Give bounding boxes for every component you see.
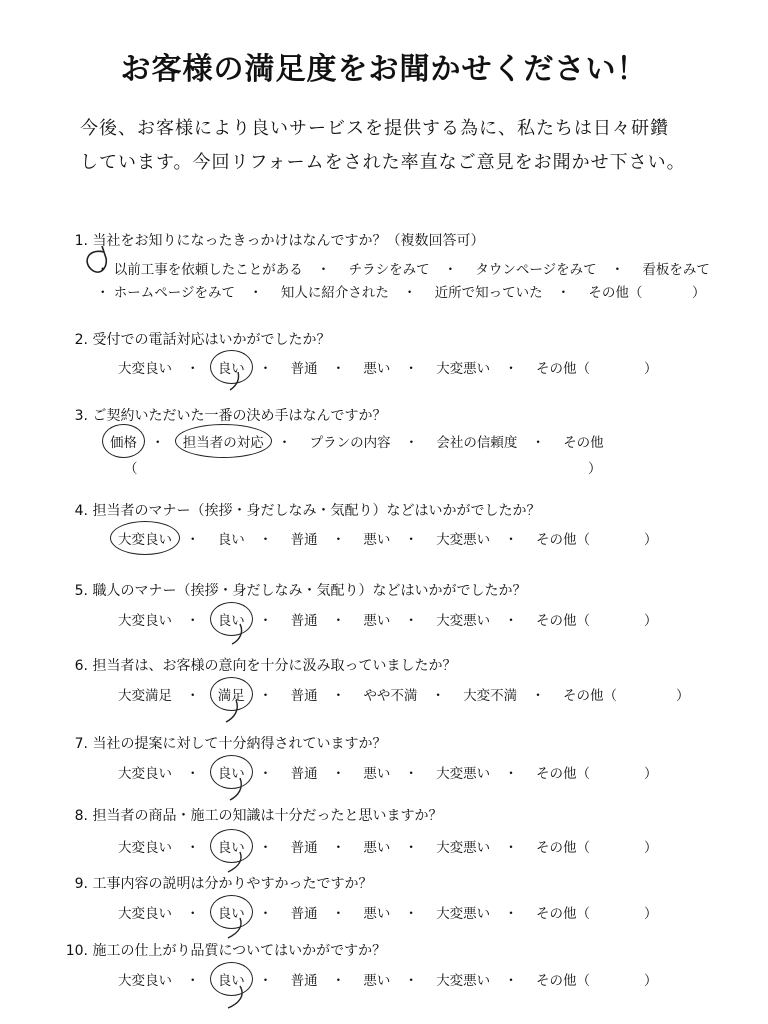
- option-bad[interactable]: 悪い: [363, 766, 391, 782]
- option-very-good[interactable]: 大変良い: [118, 906, 172, 922]
- option-signboard[interactable]: 看板をみて: [642, 262, 710, 278]
- other-close-paren: ）: [692, 285, 706, 301]
- question-10-options: 大変良い ・ 良い ・ 普通 ・ 悪い ・ 大変悪い ・ その他（: [118, 969, 590, 989]
- other-close-paren: ）: [644, 613, 658, 629]
- other-close-paren: ）: [644, 361, 658, 377]
- question-number: 1.: [74, 233, 88, 249]
- option-other[interactable]: その他（: [562, 688, 617, 704]
- option-very-bad[interactable]: 大変悪い: [436, 766, 491, 782]
- question-text: 受付での電話対応はいかがでしたか？: [92, 332, 331, 348]
- option-other[interactable]: その他（: [535, 613, 590, 629]
- option-very-good[interactable]: 大変良い: [118, 361, 172, 377]
- option-very-satisfied[interactable]: 大変満足: [118, 688, 172, 704]
- option-very-good[interactable]: 大変良い: [118, 766, 172, 782]
- option-company-trust[interactable]: 会社の信頼度: [436, 435, 518, 451]
- option-price-selected[interactable]: 価格: [110, 431, 137, 451]
- option-somewhat-dissatisfied[interactable]: やや不満: [363, 688, 418, 704]
- intro-line-2: しています。今回リフォームをされた率直なご意見をお聞かせ下さい。: [80, 152, 686, 173]
- question-text: 職人のマナー（挨拶・身だしなみ・気配り）などはいかがでしたか？: [92, 583, 527, 599]
- option-good-selected[interactable]: 良い: [218, 836, 245, 856]
- option-normal[interactable]: 普通: [290, 532, 318, 548]
- other-close-paren: ）: [644, 973, 658, 989]
- option-very-bad[interactable]: 大変悪い: [436, 973, 491, 989]
- question-4-options: 大変良い ・ 良い ・ 普通 ・ 悪い ・ 大変悪い ・ その他（: [118, 528, 590, 548]
- question-5: 5. 職人のマナー（挨拶・身だしなみ・気配り）などはいかがでしたか？: [74, 583, 527, 599]
- question-8-options: 大変良い ・ 良い ・ 普通 ・ 悪い ・ 大変悪い ・ その他（: [118, 836, 590, 856]
- option-very-dissatisfied[interactable]: 大変不満: [463, 688, 518, 704]
- question-9-options: 大変良い ・ 良い ・ 普通 ・ 悪い ・ 大変悪い ・ その他（: [118, 902, 590, 922]
- option-plan-content[interactable]: プランの内容: [309, 435, 391, 451]
- question-text: 当社をお知りになったきっかけはなんですか？（複数回答可）: [92, 233, 485, 249]
- option-very-good-selected[interactable]: 大変良い: [118, 528, 172, 548]
- option-flyer[interactable]: チラシをみて: [348, 262, 430, 278]
- option-good[interactable]: 良い: [217, 532, 245, 548]
- question-6: 6. 担当者は、お客様の意向を十分に汲み取っていましたか？: [74, 658, 457, 674]
- question-1-options-row-2: ・ ホームページをみて ・ 知人に紹介された ・ 近所で知っていた ・ その他（: [96, 281, 642, 301]
- option-bad[interactable]: 悪い: [363, 973, 391, 989]
- option-normal[interactable]: 普通: [290, 840, 318, 856]
- option-neighborhood[interactable]: 近所で知っていた: [434, 285, 543, 301]
- question-text: 当社の提案に対して十分納得されていますか？: [92, 736, 387, 752]
- question-text: 担当者は、お客様の意向を十分に汲み取っていましたか？: [92, 658, 457, 674]
- question-8: 8. 担当者の商品・施工の知識は十分だったと思いますか？: [74, 808, 443, 824]
- question-2-options: 大変良い ・ 良い ・ 普通 ・ 悪い ・ 大変悪い ・ その他（: [118, 357, 590, 377]
- question-text: 工事内容の説明は分かりやすかったですか？: [92, 876, 373, 892]
- question-text: ご契約いただいた一番の決め手はなんですか？: [92, 408, 387, 424]
- question-text: 施工の仕上がり品質についてはいかがですか？: [92, 943, 387, 959]
- option-bad[interactable]: 悪い: [363, 840, 391, 856]
- question-text: 担当者の商品・施工の知識は十分だったと思いますか？: [92, 808, 443, 824]
- option-very-bad[interactable]: 大変悪い: [436, 361, 491, 377]
- other-close-paren: ）: [588, 461, 602, 477]
- option-homepage[interactable]: ホームページをみて: [113, 285, 236, 301]
- option-bad[interactable]: 悪い: [363, 532, 391, 548]
- question-5-options: 大変良い ・ 良い ・ 普通 ・ 悪い ・ 大変悪い ・ その他（: [118, 609, 590, 629]
- option-normal[interactable]: 普通: [290, 906, 318, 922]
- option-good-selected[interactable]: 良い: [218, 762, 245, 782]
- option-good-selected[interactable]: 良い: [218, 609, 245, 629]
- question-1: [66, 230, 484, 250]
- other-close-paren: ）: [644, 840, 658, 856]
- option-good-selected[interactable]: 良い: [218, 357, 245, 377]
- option-very-good[interactable]: 大変良い: [118, 973, 172, 989]
- option-good-selected[interactable]: 良い: [218, 902, 245, 922]
- option-normal[interactable]: 普通: [290, 613, 318, 629]
- option-very-good[interactable]: 大変良い: [118, 613, 172, 629]
- other-close-paren: ）: [644, 766, 658, 782]
- option-bad[interactable]: 悪い: [363, 906, 391, 922]
- option-bad[interactable]: 悪い: [363, 361, 391, 377]
- survey-title: お客様の満足度をお聞かせください！: [120, 52, 648, 87]
- option-satisfied-selected[interactable]: 満足: [218, 684, 245, 704]
- option-very-bad[interactable]: 大変悪い: [436, 906, 491, 922]
- option-normal[interactable]: 普通: [290, 688, 318, 704]
- option-bad[interactable]: 悪い: [363, 613, 391, 629]
- option-very-bad[interactable]: 大変悪い: [436, 532, 491, 548]
- option-townpage[interactable]: タウンページをみて: [475, 262, 597, 278]
- option-other[interactable]: その他: [563, 435, 604, 451]
- other-close-paren: ）: [644, 532, 658, 548]
- other-open-paren: （: [124, 461, 138, 477]
- option-normal[interactable]: 普通: [290, 361, 318, 377]
- option-normal[interactable]: 普通: [290, 973, 318, 989]
- question-7: 7. 当社の提案に対して十分納得されていますか？: [74, 736, 387, 752]
- option-other[interactable]: その他（: [535, 973, 590, 989]
- question-text: 担当者のマナー（挨拶・身だしなみ・気配り）などはいかがでしたか？: [92, 503, 541, 519]
- option-previous-work-dot: ・: [96, 262, 110, 278]
- option-very-bad[interactable]: 大変悪い: [436, 840, 491, 856]
- option-other[interactable]: その他（: [535, 840, 590, 856]
- option-very-good[interactable]: 大変良い: [118, 840, 172, 856]
- question-1-options-row-1: ・ 以前工事を依頼したことがある ・ チラシをみて ・ タウンページをみて ・ 看板をみて: [96, 258, 710, 278]
- question-4: 4. 担当者のマナー（挨拶・身だしなみ・気配り）などはいかがでしたか？: [74, 503, 541, 519]
- option-very-bad[interactable]: 大変悪い: [436, 613, 491, 629]
- option-other[interactable]: その他（: [535, 906, 590, 922]
- question-2: 2. 受付での電話対応はいかがでしたか？: [74, 332, 331, 348]
- intro-line-1: 今後、お客様により良いサービスを提供する為に、私たちは日々研鑽: [80, 118, 669, 139]
- option-other[interactable]: その他（: [535, 532, 590, 548]
- question-6-options: 大変満足 ・ 満足 ・ 普通 ・ やや不満 ・ 大変不満 ・ その他（: [118, 684, 617, 704]
- option-referral[interactable]: 知人に紹介された: [280, 285, 389, 301]
- option-staff-response-selected[interactable]: 担当者の対応: [183, 431, 264, 451]
- question-7-options: 大変良い ・ 良い ・ 普通 ・ 悪い ・ 大変悪い ・ その他（: [118, 762, 590, 782]
- other-close-paren: ）: [676, 688, 690, 704]
- option-previous-work[interactable]: 以前工事を依頼したことがある: [113, 262, 303, 278]
- question-10: 10. 施工の仕上がり品質についてはいかがですか？: [65, 943, 387, 959]
- question-9: 9. 工事内容の説明は分かりやすかったですか？: [74, 876, 373, 892]
- other-close-paren: ）: [644, 906, 658, 922]
- question-3-options: 価格 ・ 担当者の対応 ・ プランの内容 ・ 会社の信頼度 ・ その他: [110, 431, 604, 451]
- option-other[interactable]: その他（: [535, 361, 590, 377]
- option-other[interactable]: その他（: [588, 285, 643, 301]
- option-other[interactable]: その他（: [535, 766, 590, 782]
- question-3: 3. ご契約いただいた一番の決め手はなんですか？: [74, 408, 387, 424]
- option-normal[interactable]: 普通: [290, 766, 318, 782]
- option-good-selected[interactable]: 良い: [218, 969, 245, 989]
